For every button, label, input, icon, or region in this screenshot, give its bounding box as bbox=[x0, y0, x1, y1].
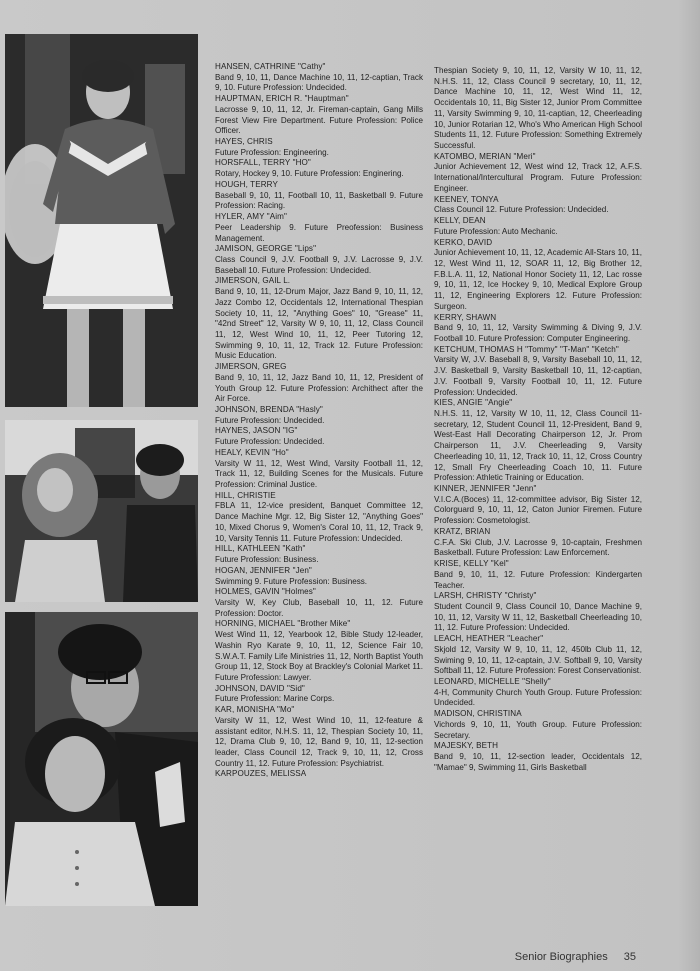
biography-entry bbox=[215, 448, 423, 491]
student-name: KEENEY, TONYA bbox=[434, 194, 499, 204]
biography-entry bbox=[434, 741, 642, 773]
student-photo-cheer-outfit bbox=[5, 34, 198, 407]
biography-entry bbox=[215, 544, 423, 565]
student-name: MADISON, CHRISTINA bbox=[434, 709, 522, 719]
biography-entry bbox=[434, 484, 642, 527]
biography-entry bbox=[434, 634, 642, 677]
student-name: KERKO, DAVID bbox=[434, 237, 493, 247]
biography-entry bbox=[215, 362, 423, 405]
student-bio: Class Council 12. Future Profession: Undecided. bbox=[434, 205, 609, 215]
student-name: HORSFALL, TERRY "HO" bbox=[215, 158, 311, 168]
biography-entry bbox=[215, 587, 423, 619]
student-bio: Band 9, 10, 11, 12, Varsity Swimming & Diving 9, J.V. Football 10. Future Profession: Computer Engineering. bbox=[434, 323, 642, 343]
student-bio: Class Council 9, J.V. Football 9, J.V. Lacrosse 9, J.V. Baseball 10. Future Profession: Undecided. bbox=[215, 254, 423, 275]
student-name: HYLER, AMY "Aim" bbox=[215, 212, 287, 222]
page-number: 35 bbox=[623, 951, 636, 963]
student-name: JOHNSON, BRENDA "Hasly" bbox=[215, 405, 323, 414]
student-bio: Junior Achievement 12, West wind 12, Track 12, A.F.S. International/Intercultural Program. Future Profession: Engineer. bbox=[434, 162, 642, 193]
student-bio: Future Profession: Business. bbox=[215, 555, 319, 565]
student-bio: Rotary, Hockey 9, 10. Future Profession: Enginering. bbox=[215, 169, 404, 179]
biography-entry bbox=[434, 677, 642, 709]
student-bio: 4-H, Community Church Youth Group. Future Profession: Undecided. bbox=[434, 687, 642, 708]
biography-column-right bbox=[434, 66, 642, 773]
biography-entry bbox=[215, 684, 423, 705]
student-bio: Band 9, 10, 11, 12, Jazz Band 10, 11, 12, President of Youth Group 12. Future Profession: Archithect after the Air Force. bbox=[215, 372, 423, 404]
student-name: KRISE, KELLY "Kel" bbox=[434, 559, 509, 569]
student-bio: Future Profession: Undecided. bbox=[215, 415, 325, 425]
student-name: KERRY, SHAWN bbox=[434, 312, 497, 322]
student-bio: Vichords 9, 10, 11, Youth Group. Future Profession: Secretary. bbox=[434, 719, 642, 740]
biography-entry bbox=[434, 709, 642, 741]
biography-entry bbox=[215, 426, 423, 447]
student-name: KETCHUM, THOMAS H "Tommy" "T-Man" "Ketch" bbox=[434, 344, 619, 354]
biography-entry bbox=[434, 66, 642, 152]
student-bio: Future Profession: Undecided. bbox=[215, 437, 325, 447]
student-bio: Peer Leadership 9. Future Preofession: Business Management. bbox=[215, 222, 423, 243]
student-bio: Varsity W 11, 12, West Wind, Varsity Football 11, 12, Track 11, 12, Building Scenes for the Musicals. Future Profession: Criminal Justice. bbox=[215, 458, 423, 490]
biography-entry bbox=[434, 195, 642, 216]
student-photo-pair bbox=[5, 612, 198, 906]
biography-entry bbox=[215, 405, 423, 426]
biography-entry bbox=[434, 345, 642, 399]
biography-entry bbox=[215, 619, 423, 683]
student-bio: Varsity W 11, 12, West Wind 10, 11, 12-feature & assistant editor, N.H.S. 11, 12, Thespian Society 10, 11, 12, Drama Club 9, 10, 12, Band 9, 10, 11, 12-section leader, Class Council 12, Track 9, 10, 11, 12, Cross Country 11, 12. Future Profession: Psychiatrist. bbox=[215, 715, 423, 768]
student-bio: V.I.C.A.(Boces) 11, 12-committee advisor, Big Sister 12, Colorguard 9, 10, 11, 12, Caton Junior Firemen. Future Profession: Cosmetologist. bbox=[434, 494, 642, 526]
student-name: LARSH, CHRISTY "Christy" bbox=[434, 591, 537, 601]
biography-entry bbox=[434, 398, 642, 484]
biography-entry bbox=[434, 238, 642, 313]
biography-entry bbox=[215, 491, 423, 545]
student-name: HANSEN, CATHRINE "Cathy" bbox=[215, 62, 326, 71]
student-name: HAYNES, JASON "IG" bbox=[215, 426, 298, 436]
student-bio: C.F.A. Ski Club, J.V. Lacrosse 9, 10-captain, Freshmen Basketball. Future Profession: Law Enforcement. bbox=[434, 537, 642, 558]
student-name: HEALY, KEVIN "Ho" bbox=[215, 447, 289, 457]
student-bio: Varsity W, J.V. Baseball 8, 9, Varsity Baseball 10, 11, 12, J.V. Basketball 9, Varsity Basketball 10, 11, 12-captian, J.V. Football 9, Varsity Football 10, 11, 12. Future Profession: Undecided. bbox=[434, 355, 642, 397]
biography-entry bbox=[215, 244, 423, 276]
student-bio: West Wind 11, 12, Yearbook 12, Bible Study 12-leader, Washin Ryo Karate 9, 10, 11, 12, Science Fair 10, S.W.A.T. Family Life Ministries 11, 12, North Baptist Youth Group 11, 12, Stock Boy at Brackley's Colonial Market 11. Future Profession: Lawyer. bbox=[215, 630, 423, 682]
biography-entry bbox=[215, 212, 423, 244]
student-bio: Lacrosse 9, 10, 11, 12, Jr. Fireman-captain, Gang Mills Forest View Fire Department. Future Profession: Police Officer. bbox=[215, 104, 423, 136]
student-bio: Band 9, 10, 11, Dance Machine 10, 11, 12-captian, Track 9, 10. Future Profession: Undecided. bbox=[215, 72, 423, 93]
student-name: HAUPTMAN, ERICH R. "Hauptman" bbox=[215, 94, 349, 104]
student-name: HOLMES, GAVIN "Holmes" bbox=[215, 587, 316, 597]
student-name: HAYES, CHRIS bbox=[215, 137, 273, 147]
student-bio: FBLA 11, 12-vice president, Banquet Committee 12, Dance Machine Mgr. 12, Big Sister 12, "Anything Goes" 10, Mixed Chorus 9, Women's Coral 10, 11, 12, Track 9, 10, Varsity Tennis 11. Future Profession: Undecided. bbox=[215, 501, 423, 543]
biography-column-left bbox=[215, 62, 423, 780]
student-bio: Band 9, 10, 11, 12-section leader, Occidentals 12, "Mamae" 9, Swimming 11, Girls Basketball bbox=[434, 752, 642, 772]
student-name: KELLY, DEAN bbox=[434, 216, 486, 226]
biography-entry bbox=[215, 158, 423, 179]
student-name: KIES, ANGIE "Angie" bbox=[434, 398, 513, 408]
biography-entry bbox=[215, 180, 423, 212]
student-name: KRATZ, BRIAN bbox=[434, 526, 491, 536]
student-name: HORNING, MICHAEL "Brother Mike" bbox=[215, 619, 351, 629]
student-name: JAMISON, GEORGE "Lips" bbox=[215, 244, 317, 254]
biography-entry bbox=[434, 527, 642, 559]
student-name: KINNER, JENNIFER "Jenn" bbox=[434, 484, 537, 494]
biography-entry bbox=[434, 216, 642, 237]
student-bio: Baseball 9, 10, 11, Football 10, 11, Basketball 9. Future Profession: Racing. bbox=[215, 190, 423, 211]
section-title: Senior Biographies bbox=[514, 951, 608, 963]
biography-entry bbox=[434, 152, 642, 195]
student-bio: Thespian Society 9, 10, 11, 12, Varsity W 10, 11, 12, N.H.S. 11, 12, Class Council 9 secretary, 10, 11, 12, Dance Machine 10, 11, 12, West Wind 11, 12, Occidentals 10, 11, Big Sister 12, Junior Prom Committee 11, Varsity Swimming 9, 10, 11-captian, 12, Cheerleading 10, Junior Rotarian 12, Who's Who American High School Students 11, 12. Future Profession: Something Extremely Successful. bbox=[434, 66, 642, 151]
student-name: HOGAN, JENNIFER "Jen" bbox=[215, 565, 312, 575]
student-bio: Future Profession: Marine Corps. bbox=[215, 694, 335, 704]
student-bio: Band 9, 10, 11, 12. Future Profession: Kindergarten Teacher. bbox=[434, 569, 642, 590]
student-name: JOHNSON, DAVID "Sid" bbox=[215, 683, 305, 693]
student-bio: Future Profession: Auto Mechanic. bbox=[434, 226, 558, 236]
student-bio: Student Council 9, Class Council 10, Dance Machine 9, 10, 11, 12, Varsity W 11, 12, Basketball Cheerleading 10, 11, 12. Future Profession: Undecided. bbox=[434, 601, 642, 633]
student-name: HOUGH, TERRY bbox=[215, 179, 278, 189]
student-name: JIMERSON, GAIL L. bbox=[215, 276, 291, 286]
student-photo-group bbox=[5, 420, 198, 602]
student-name: HILL, CHRISTIE bbox=[215, 490, 276, 500]
student-name: MAJESKY, BETH bbox=[434, 741, 499, 751]
student-name: HILL, KATHLEEN "Kath" bbox=[215, 544, 306, 554]
biography-entry bbox=[215, 276, 423, 362]
biography-entry bbox=[215, 705, 423, 769]
student-name: JIMERSON, GREG bbox=[215, 362, 287, 372]
biography-entry bbox=[215, 566, 423, 587]
binding-shadow bbox=[678, 0, 700, 971]
student-bio: N.H.S. 11, 12, Varsity W 10, 11, 12, Class Council 11-secretary, 12, Student Council 11, 12-President, Band 9, West-East Hall Decorating Chairperson 12, Jr. Prom Chairperson 11, J.V. Cheerleading 9, Varsity Cheerleading 10, 11, 12, Track 10, 11, 12, Cross Country 12, Small Fry Cheerleading Coach 10, 11. Future Profession: Athletic Training or Education. bbox=[434, 409, 642, 483]
biography-entry bbox=[215, 94, 423, 137]
biography-entry bbox=[434, 591, 642, 634]
student-name: LEONARD, MICHELLE "Shelly" bbox=[434, 676, 551, 686]
student-bio: Junior Achievement 10, 11, 12, Academic All-Stars 10, 11, 12, West Wind 11, 12, SOAR 11, 12, Big Brother 12, F.B.L.A. 11, 12, National Honor Society 11, 12, Lac rosse 9, 10, 11, 12, Ice Hockey 9, 10, Medical Explore Group 11, 12, Engineering Explorers 12. Future Profession: Surgeon. bbox=[434, 248, 642, 311]
page-footer bbox=[515, 951, 636, 963]
student-bio: Future Profession: Engineering. bbox=[215, 147, 329, 157]
student-bio: Skjold 12, Varsity W 9, 10, 11, 12, 450lb Club 11, 12, Swiming 9, 10, 11, 12-captain, J.V. Softball 9, 10, Varsity Softball 11, 12. Future Profession: Forest Conservationist. bbox=[434, 644, 642, 676]
student-bio: Varsity W, Key Club, Baseball 10, 11, 12. Future Profession: Doctor. bbox=[215, 597, 423, 618]
student-name: LEACH, HEATHER "Leacher" bbox=[434, 634, 544, 644]
biography-entry bbox=[215, 137, 423, 158]
biography-entry bbox=[215, 769, 423, 780]
biography-entry bbox=[215, 62, 423, 94]
student-bio: Swimming 9. Future Profession: Business. bbox=[215, 576, 368, 586]
student-name: KATOMBO, MERIAN "Meri" bbox=[434, 151, 536, 161]
biography-entry bbox=[434, 313, 642, 345]
student-name: KARPOUZES, MELISSA bbox=[215, 769, 307, 779]
student-bio: Band 9, 10, 11, 12-Drum Major, Jazz Band 9, 10, 11, 12, Jazz Combo 12, Occidentals 12, International Thespian Society 10, 11, 12, "Anything Goes" 10, "Grease" 11, "42nd Street" 12, Varsity W 9, 10, 11, 12, Class Council 11, 12, West Wind 10, 11, 12, Peer Tutoring 12, Swimming 9, 10, 11, 12, Track 12. Future Profession: Music Education. bbox=[215, 287, 423, 361]
biography-entry bbox=[434, 559, 642, 591]
student-name: KAR, MONISHA "Mo" bbox=[215, 705, 295, 715]
